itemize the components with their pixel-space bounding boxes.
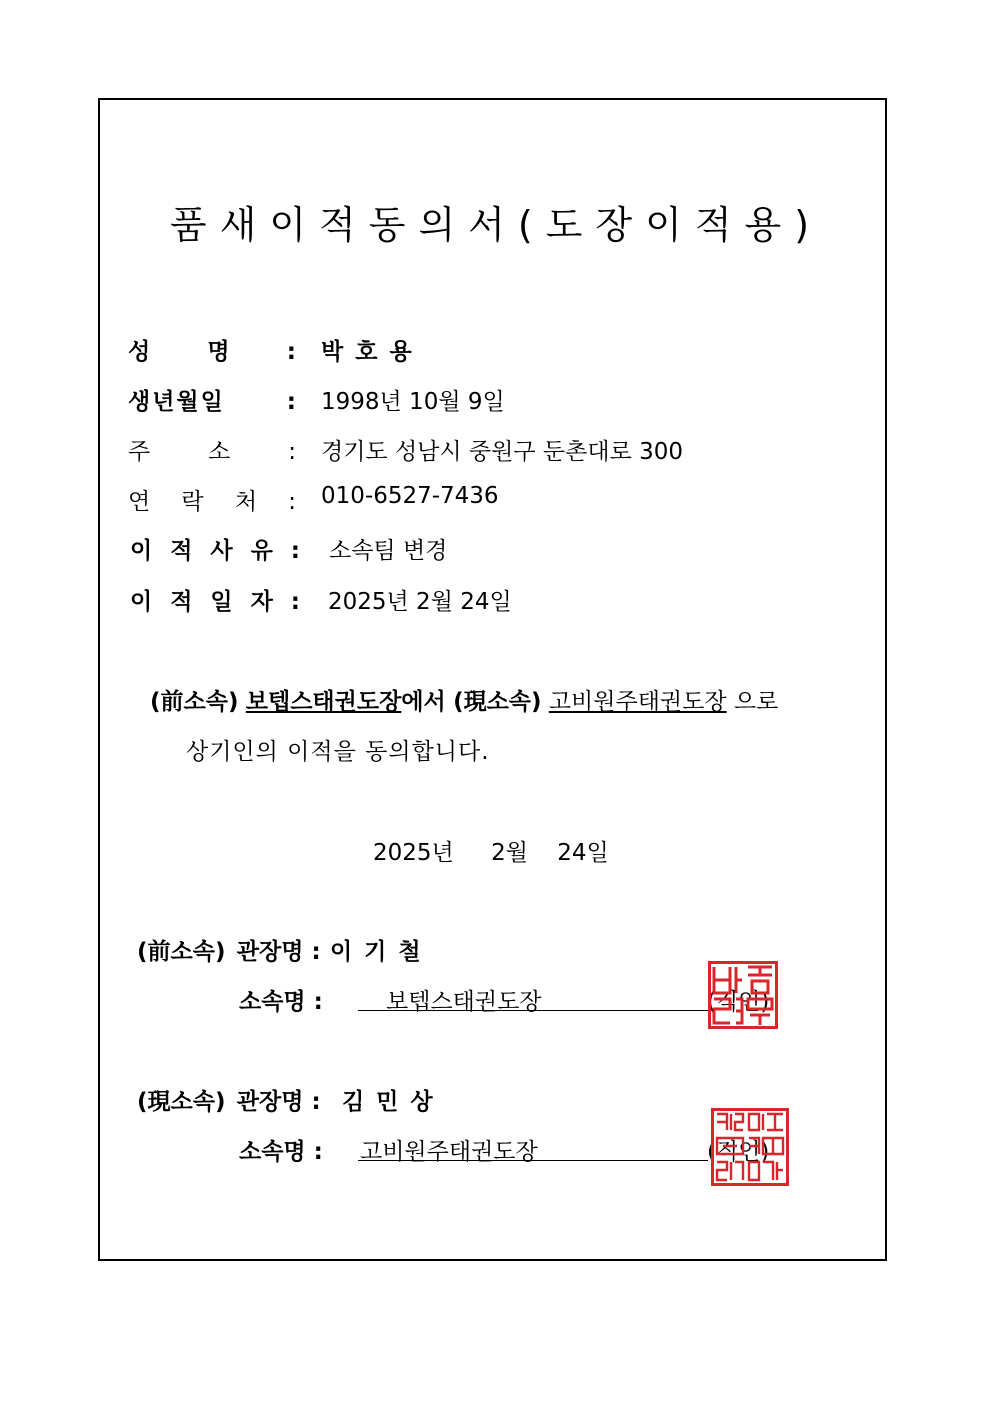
curr-director-name: 김 민 상 [341, 1089, 435, 1115]
consent-line-1 [150, 683, 778, 716]
field-contact [128, 483, 499, 516]
prev-seal-stamp-icon [708, 961, 778, 1029]
curr-director-label: 관장명 : [236, 1089, 321, 1115]
field-transfer-date [130, 583, 512, 616]
prev-dojang-name: 보텝스태권도장 [386, 989, 542, 1015]
field-name-label: 성 명 : [128, 339, 298, 365]
field-transfer-reason-label: 이 적 사 유 : [130, 538, 302, 564]
field-birthdate-label: 생년월일 : [128, 389, 298, 415]
field-transfer-reason-value: 소속팀 변경 [329, 538, 448, 564]
consent-prev-tag: (前소속) [150, 689, 239, 715]
field-contact-label: 연 락 처 : [128, 489, 298, 515]
document-title: 품새이적동의서(도장이적용) [169, 203, 823, 247]
field-address-value: 경기도 성남시 중원구 둔촌대로 300 [321, 439, 683, 465]
prev-tag: (前소속) [137, 939, 226, 965]
signing-date [373, 834, 609, 867]
field-name-value: 박 호 용 [321, 339, 414, 365]
consent-curr-tag: (現소속) [453, 689, 542, 715]
curr-seal-stamp-icon [711, 1108, 789, 1186]
field-transfer-date-value: 2025년 2월 24일 [328, 589, 512, 615]
curr-director-row [137, 1083, 435, 1116]
prev-dojang-underline [358, 1010, 708, 1011]
curr-tag: (現소속) [137, 1089, 226, 1115]
field-contact-value: 010-6527-7436 [321, 483, 499, 509]
prev-seal-label: (직인) [707, 989, 770, 1015]
consent-prev-dojang: 보텝스태권도장 [245, 689, 402, 715]
signing-date-month: 2월 [491, 840, 528, 866]
prev-director-name: 이 기 철 [329, 939, 423, 965]
field-birthdate [128, 383, 505, 416]
curr-dojang-underline [358, 1160, 708, 1161]
curr-dojang-name: 고비원주태권도장 [360, 1139, 538, 1165]
field-address [128, 433, 683, 466]
field-birthdate-value: 1998년 10월 9일 [321, 389, 505, 415]
signing-date-year: 2025년 [373, 840, 454, 866]
field-transfer-reason [130, 532, 448, 565]
consent-curr-dojang: 고비원주태권도장 [548, 689, 727, 715]
signing-date-day: 24일 [557, 840, 609, 866]
curr-dojang-row [239, 1133, 323, 1166]
curr-dojang-label: 소속명 : [239, 1139, 323, 1165]
prev-dojang-label: 소속명 : [239, 989, 323, 1015]
consent-line-2: 상기인의 이적을 동의합니다. [186, 739, 490, 765]
consent-direction: 으로 [733, 689, 779, 715]
field-address-label: 주 소 : [128, 439, 298, 465]
field-name [128, 333, 414, 366]
field-transfer-date-label: 이 적 일 자 : [130, 589, 302, 615]
prev-dojang-row [239, 983, 323, 1016]
prev-director-row [137, 933, 423, 966]
curr-seal-label: (직인) [707, 1139, 770, 1165]
consent-from-suffix: 에서 [401, 689, 446, 715]
prev-director-label: 관장명 : [236, 939, 321, 965]
